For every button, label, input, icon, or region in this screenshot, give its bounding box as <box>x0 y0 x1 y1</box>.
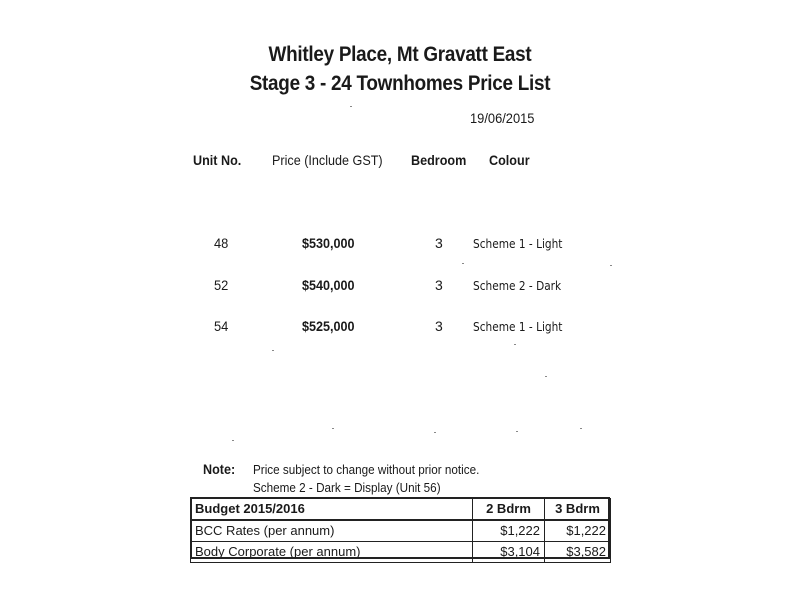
scan-speck <box>332 428 334 429</box>
table-row <box>191 542 611 563</box>
budget-header-label: Budget 2015/2016 <box>191 499 473 521</box>
title-line-1: Whitley Place, Mt Gravatt East <box>268 43 532 66</box>
scan-speck <box>610 265 612 266</box>
unit-number: 48 <box>214 235 229 251</box>
unit-number: 54 <box>214 318 229 334</box>
unit-colour: Scheme 1 - Light <box>473 320 563 334</box>
unit-number: 52 <box>214 277 229 293</box>
scan-speck <box>462 263 464 264</box>
document-date: 19/06/2015 <box>470 110 535 126</box>
scan-speck <box>232 440 234 441</box>
unit-bedrooms: 3 <box>435 277 443 293</box>
unit-price: $525,000 <box>302 318 355 334</box>
column-header-price: Price (Include GST) <box>272 152 383 168</box>
document-title <box>0 40 800 98</box>
title-line-2: Stage 3 - 24 Townhomes Price List <box>249 72 551 95</box>
scan-speck <box>272 350 274 351</box>
budget-row-3bdrm: $3,582 <box>545 542 611 563</box>
unit-colour: Scheme 1 - Light <box>473 237 563 251</box>
scan-speck <box>434 432 436 433</box>
budget-row-3bdrm: $1,222 <box>545 520 611 542</box>
budget-header-2bdrm: 2 Bdrm <box>473 499 545 521</box>
note-label: Note: <box>203 461 236 477</box>
budget-row-label: Body Corporate (per annum) <box>191 542 473 563</box>
scan-speck <box>545 376 547 377</box>
budget-header-row <box>191 499 611 521</box>
note-line-1: Price subject to change without prior notice. <box>253 462 480 477</box>
unit-colour: Scheme 2 - Dark <box>473 279 562 293</box>
unit-price: $540,000 <box>302 277 355 293</box>
table-row <box>191 520 611 542</box>
note-line-2: Scheme 2 - Dark = Display (Unit 56) <box>253 480 441 495</box>
budget-row-2bdrm: $1,222 <box>473 520 545 542</box>
scan-speck <box>514 344 516 345</box>
column-header-bedroom: Bedroom <box>411 152 467 168</box>
column-header-unit: Unit No. <box>193 152 242 168</box>
column-header-colour: Colour <box>489 152 530 168</box>
budget-row-2bdrm: $3,104 <box>473 542 545 563</box>
scan-speck <box>350 106 352 107</box>
scan-speck <box>516 431 518 432</box>
scan-speck <box>580 428 582 429</box>
unit-bedrooms: 3 <box>435 235 443 251</box>
budget-header-3bdrm: 3 Bdrm <box>545 499 611 521</box>
budget-table <box>190 498 611 563</box>
unit-bedrooms: 3 <box>435 318 443 334</box>
unit-price: $530,000 <box>302 235 355 251</box>
budget-row-label: BCC Rates (per annum) <box>191 520 473 542</box>
